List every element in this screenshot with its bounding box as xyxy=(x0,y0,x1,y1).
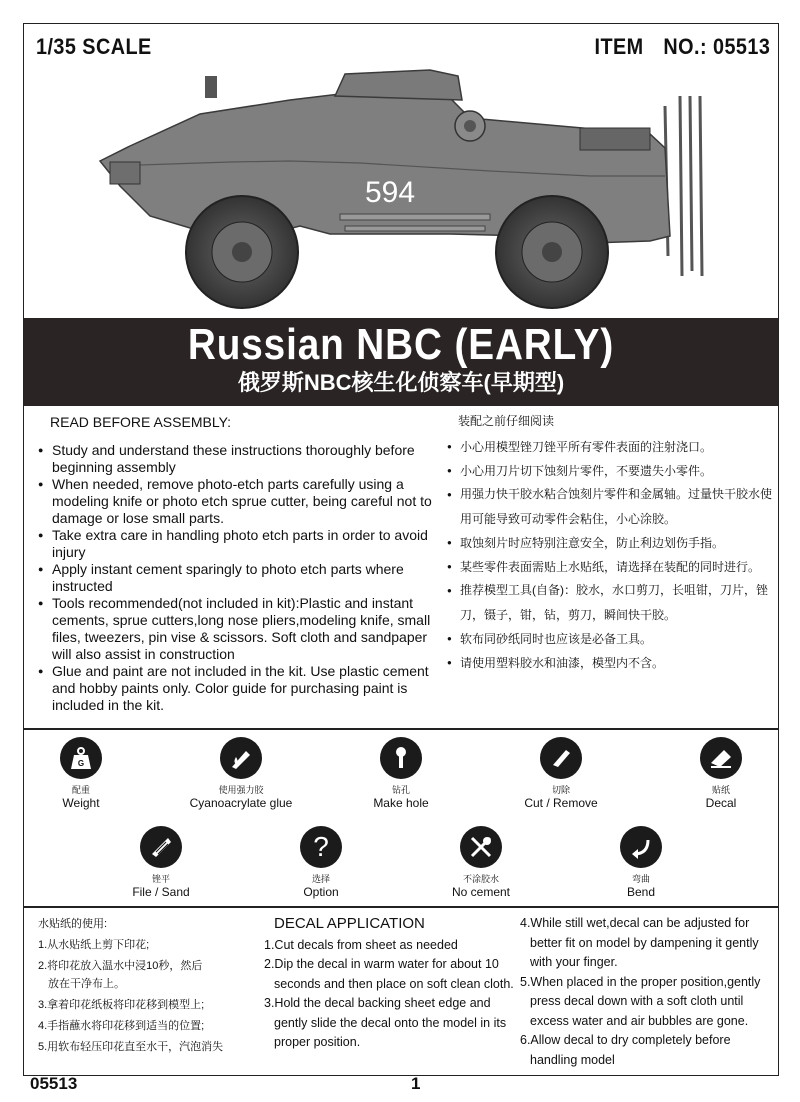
front-wheel xyxy=(186,196,298,308)
decal-heading-zh: 水贴纸的使用: xyxy=(38,918,108,930)
list-item: ● Glue and paint are not included in the kit. Use plastic cement and hobby paints only. Color guide for purchasing paint is included in the kit. xyxy=(36,663,436,714)
list-item: ● Take extra care in handling photo etch parts in order to avoid injury xyxy=(36,527,436,561)
decal-instructions-zh: 水贴纸的使用: 1.从水贴纸上剪下印花; 2.将印花放入温水中浸10秒，然后 放在干净布上。 3.拿着印花纸板将印花移到模型上; 4.手指蘸水将印花移到适当的位置; 5.用软布轻压印花直至水干，汽泡消失 xyxy=(38,917,268,1061)
read-before-assembly-en xyxy=(36,414,436,714)
symbol-drill: 钻孔 Make hole xyxy=(336,737,466,810)
list-item: ● 某些零件表面需贴上水贴纸，请选择在装配的同时进行。 xyxy=(446,560,776,574)
svg-text:594: 594 xyxy=(365,176,416,209)
file-icon xyxy=(140,826,182,868)
knife-icon xyxy=(540,737,582,779)
footer-item-code: 05513 xyxy=(30,1074,78,1093)
symbol-no-cement: 不涂胶水 No cement xyxy=(416,826,546,899)
symbol-decal: 贴纸 Decal xyxy=(656,737,786,810)
title-banner xyxy=(24,318,778,406)
list-item: ● 小心用刀片切下蚀刻片零件，不要遗失小零件。 xyxy=(446,464,776,478)
symbol-option: ? 选择 Option xyxy=(256,826,386,899)
divider xyxy=(24,906,778,908)
svg-text:G: G xyxy=(77,759,85,768)
no-cement-icon xyxy=(460,826,502,868)
read-before-assembly-zh xyxy=(446,414,776,680)
list-item: ● 取蚀刻片时应特别注意安全，防止利边划伤手指。 xyxy=(446,536,776,550)
list-item: ● Apply instant cement sparingly to photo etch parts where instructed xyxy=(36,561,436,595)
list-item: ● 小心用模型锉刀锉平所有零件表面的注射浇口。 xyxy=(446,440,776,454)
symbol-cut: 切除 Cut / Remove xyxy=(496,737,626,810)
title-english: Russian NBC (EARLY) xyxy=(187,320,615,369)
symbol-weight: G 配重 Weight xyxy=(16,737,146,810)
list-item: ● Tools recommended(not included in kit):Plastic and instant cements, sprue cutters,long nose pliers,modeling knife, small files, tweezers, pin vise & scissors. Soft cloth and sandpaper will also assist in construction xyxy=(36,595,436,663)
list-item: ● 请使用塑料胶水和油漆，模型内不含。 xyxy=(446,656,776,670)
item-number: ITEM NO.: 05513 xyxy=(594,34,770,59)
page-number: 1 xyxy=(411,1074,421,1093)
list-item: ● When needed, remove photo-etch parts carefully using a modeling knife or photo etch sprue cutter, being careful not to damage or lose small parts. xyxy=(36,476,436,527)
question-icon: ? xyxy=(300,826,342,868)
list-item: ● Study and understand these instructions thoroughly before beginning assembly xyxy=(36,442,436,476)
drill-icon xyxy=(380,737,422,779)
decal-heading-en: DECAL APPLICATION xyxy=(274,915,425,932)
decal-instructions-en-right: 4.While still wet,decal can be adjusted for better fit on model by dampening it gently with your finger. 5.When placed in the proper position,gently press decal down with a soft cloth until excess water and air bubbles are gone. 6.Allow decal to dry completely before handling model xyxy=(520,916,761,1067)
rear-wheel xyxy=(496,196,608,308)
decal-icon xyxy=(700,737,742,779)
symbol-glue: 使用强力胶 Cyanoacrylate glue xyxy=(176,737,306,810)
divider xyxy=(24,728,778,730)
read-heading-zh: 装配之前仔细阅读 xyxy=(458,414,555,428)
scale-label: 1/35 SCALE xyxy=(36,34,152,59)
list-item: ● 推荐模型工具(自备)：胶水，水口剪刀，长咀钳，刀片，锉刀，镊子，钳，钻，剪刀，瞬间快干胶。 xyxy=(446,578,776,628)
glue-drop-icon xyxy=(220,737,262,779)
list-item: ● 用强力快干胶水粘合蚀刻片零件和金属轴。过量快干胶水使用可能导致可动零件会粘住，小心涂胶。 xyxy=(446,482,776,532)
symbol-file: 锉平 File / Sand xyxy=(96,826,226,899)
list-item: ● 软布同砂纸同时也应该是必备工具。 xyxy=(446,632,776,646)
symbol-bend: 弯曲 Bend xyxy=(576,826,706,899)
vehicle-illustration xyxy=(90,66,710,310)
read-heading-en: READ BEFORE ASSEMBLY: xyxy=(50,414,232,430)
bend-icon xyxy=(620,826,662,868)
weight-icon xyxy=(60,737,102,779)
decal-instructions-en-left: DECAL APPLICATION 1.Cut decals from sheet as needed 2.Dip the decal in warm water for about 10 seconds and then place on soft clean cloth. 3.Hold the decal backing sheet edge and gently slide the decal onto the model in its proper position. xyxy=(264,914,524,1053)
title-chinese: 俄罗斯NBC核生化侦察车(早期型) xyxy=(237,370,565,395)
